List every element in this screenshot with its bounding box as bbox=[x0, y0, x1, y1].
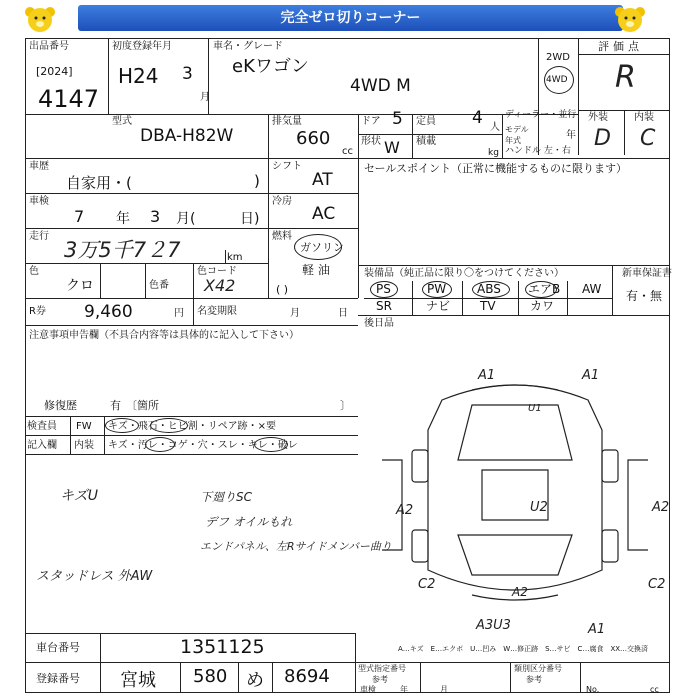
plate-number: 8694 bbox=[284, 666, 330, 687]
footer-designation-label: 型式指定番号 bbox=[358, 664, 406, 673]
car-grade: 4WD M bbox=[350, 76, 411, 96]
diagram-mark-4: U2 bbox=[530, 500, 548, 515]
diagram-mark-2: A1 bbox=[582, 368, 600, 383]
recycle-label: R券 bbox=[29, 306, 46, 317]
lot-label: 出品番号 bbox=[29, 41, 69, 52]
equip-sr: SR bbox=[376, 299, 392, 313]
mascot-bear-right-icon bbox=[612, 4, 648, 36]
displacement-value: 660 bbox=[296, 128, 331, 149]
shape-label: 形状 bbox=[361, 136, 381, 147]
reg-year: H24 bbox=[118, 64, 159, 88]
model-year-label: モデル 年式 bbox=[505, 125, 529, 145]
history-value: 自家用・( bbox=[66, 174, 132, 192]
handwritten-note-3: デフ オイルもれ bbox=[205, 515, 293, 529]
inspection-month: 3 bbox=[150, 207, 161, 226]
plate-kana: め bbox=[246, 670, 264, 691]
handwritten-note-2: 下廻りSC bbox=[200, 490, 252, 504]
color-value: クロ bbox=[66, 278, 94, 294]
model-year-unit: 年 bbox=[566, 130, 576, 141]
equip-tv: TV bbox=[480, 299, 496, 313]
notes-label: 注意事項申告欄（不具合内容等は具体的に記入して下さい） bbox=[29, 330, 299, 341]
drive-value: 4WD bbox=[546, 75, 568, 85]
equip-airbag: エアB bbox=[528, 282, 561, 296]
capacity-label: 定員 bbox=[416, 116, 436, 127]
page-title: 完全ゼロ切りコーナー bbox=[78, 5, 623, 31]
lot-number: 4147 bbox=[38, 85, 100, 113]
inspection-year: 7 bbox=[74, 207, 85, 226]
inspector-row1-head: FW bbox=[76, 421, 92, 432]
color-label: 色 bbox=[29, 266, 39, 277]
footer-year: 年 bbox=[400, 685, 408, 694]
colorcode-label: 色コード bbox=[197, 266, 237, 277]
equip-pw: PW bbox=[427, 282, 447, 296]
chassis-value: 1351125 bbox=[180, 636, 265, 658]
score-int-label: 内装 bbox=[634, 112, 654, 123]
mileage-value: 3万5千7２7 bbox=[64, 238, 181, 262]
equipment-label: 装備品（純正品に限り〇をつけてください） bbox=[364, 268, 564, 279]
shift-value: AT bbox=[312, 170, 333, 190]
repair-where: 〔箇所 bbox=[126, 399, 159, 412]
load-label: 積載 bbox=[416, 136, 436, 147]
displacement-label: 排気量 bbox=[272, 116, 302, 127]
model-value: DBA-H82W bbox=[140, 126, 234, 146]
repair-value: 有 bbox=[110, 399, 121, 412]
new-warranty-value: 有・無 bbox=[626, 289, 663, 303]
load-unit: kg bbox=[488, 148, 499, 158]
footer-cc: cc bbox=[650, 685, 659, 694]
shift-label: シフト bbox=[272, 161, 302, 172]
fuel-label: 燃料 bbox=[272, 231, 292, 242]
plate-class: 580 bbox=[193, 666, 228, 687]
fuel-diesel: 軽 油 bbox=[302, 263, 330, 277]
inspection-year-unit: 年 bbox=[116, 211, 130, 227]
score-ext-value: D bbox=[594, 126, 611, 151]
equip-abs: ABS bbox=[477, 282, 501, 296]
capacity-unit: 人 bbox=[490, 122, 500, 133]
inspector-row2: キズ・汚レ・コゲ・穴・スレ・キレ・破レ bbox=[108, 440, 298, 451]
diagram-mark-6: A2 bbox=[652, 500, 670, 515]
diagram-mark-8: C2 bbox=[648, 577, 666, 592]
score-ext-label: 外装 bbox=[588, 112, 608, 123]
footer-no: No. bbox=[586, 685, 600, 694]
lot-year: [2024] bbox=[36, 65, 73, 78]
score-label: 評価点 bbox=[598, 40, 643, 53]
inspector-label-2: 記入欄 bbox=[27, 440, 57, 451]
sales-point-label: セールスポイント（正常に機能するものに限ります） bbox=[364, 162, 628, 175]
history-close: ) bbox=[254, 172, 260, 190]
inspection-label: 車検 bbox=[29, 196, 49, 207]
diagram-mark-9: A2 bbox=[512, 585, 528, 599]
handwritten-note-5: スタッドレス 外AW bbox=[36, 569, 153, 584]
reg-label: 初度登録年月 bbox=[112, 41, 172, 52]
mascot-bear-left-icon bbox=[22, 4, 58, 36]
new-warranty-label: 新車保証書 bbox=[622, 268, 672, 279]
recycle-term-label: 名変期限 bbox=[197, 306, 237, 317]
aircon-value: AC bbox=[312, 204, 336, 224]
handwritten-note-1: キズU bbox=[60, 488, 98, 504]
recycle-value: 9,460 bbox=[84, 302, 133, 322]
diagram-mark-3: U1 bbox=[528, 403, 542, 414]
diagram-mark-10: A3U3 bbox=[476, 618, 511, 633]
diagram-mark-1: A1 bbox=[478, 368, 496, 383]
mileage-unit: km bbox=[227, 252, 243, 263]
footer-shaken: 車検 bbox=[360, 685, 376, 694]
footer-ref-2: 参考 bbox=[526, 675, 542, 684]
recycle-day: 日 bbox=[338, 308, 348, 319]
inspector-row2-head: 内装 bbox=[74, 440, 94, 451]
repair-close: 〕 bbox=[340, 399, 351, 412]
equip-aw: AW bbox=[582, 282, 602, 296]
car-label: 車名・グレード bbox=[213, 41, 283, 52]
inspector-row1: キズ・飛石・ヒビ割・リペア跡・×要 bbox=[108, 421, 276, 432]
rear-seat-label: 後日品 bbox=[364, 318, 394, 329]
inspector-label-1: 検査員 bbox=[27, 421, 57, 432]
equip-leather: カワ bbox=[530, 299, 555, 313]
diagram-mark-5: A2 bbox=[396, 503, 414, 518]
mileage-label: 走行 bbox=[29, 231, 49, 242]
drive-label: 2WD bbox=[546, 52, 570, 63]
score-value: R bbox=[615, 60, 636, 95]
footer-category-label: 類別区分番号 bbox=[514, 664, 562, 673]
colorcode-value: X42 bbox=[204, 276, 236, 295]
doors-label: ドア bbox=[361, 116, 381, 127]
reg-month-unit: 月 bbox=[200, 92, 210, 103]
handwritten-note-4: エンドパネル、左Rサイドメンバー曲り bbox=[200, 540, 392, 553]
footer-ref-1: 参考 bbox=[372, 675, 388, 684]
equip-ps: PS bbox=[376, 282, 391, 296]
plate-label: 登録番号 bbox=[36, 672, 80, 685]
inspection-month-unit: 月( bbox=[176, 211, 196, 227]
handle-label: ハンドル 左・右 bbox=[505, 146, 571, 156]
fuel-paren: ( ) bbox=[276, 283, 289, 296]
aircon-label: 冷房 bbox=[272, 196, 292, 207]
model-label: 型式 bbox=[112, 116, 132, 127]
shape-value: W bbox=[384, 138, 400, 157]
car-name: eKワゴン bbox=[232, 56, 309, 77]
capacity-value: 4 bbox=[472, 108, 483, 128]
recycle-unit: 円 bbox=[174, 308, 184, 319]
plate-area: 宮城 bbox=[120, 670, 156, 691]
displacement-unit: cc bbox=[342, 146, 353, 157]
doors-value: 5 bbox=[392, 109, 403, 129]
color-code-label: 色番 bbox=[149, 280, 169, 291]
fuel-gas: ガソリン bbox=[300, 241, 344, 254]
recycle-month: 月 bbox=[290, 308, 300, 319]
equip-navi: ナビ bbox=[426, 299, 451, 313]
repair-label: 修復歴 bbox=[44, 399, 77, 412]
diagram-mark-7: C2 bbox=[418, 577, 436, 592]
history-label: 車歴 bbox=[29, 161, 49, 172]
chassis-label: 車台番号 bbox=[36, 641, 80, 654]
dealer-label: ディーラー・並行 bbox=[505, 110, 577, 120]
reg-month: 3 bbox=[182, 64, 193, 84]
inspection-day-unit: 日) bbox=[240, 211, 260, 227]
footer-month: 月 bbox=[440, 685, 448, 694]
score-int-value: C bbox=[640, 126, 656, 151]
diagram-mark-11: A1 bbox=[588, 622, 606, 637]
diagram-legend: A…キズ E…エクボ U…凹み W…修正跡 S…サビ C…腐食 XX…交換済 bbox=[398, 645, 649, 653]
